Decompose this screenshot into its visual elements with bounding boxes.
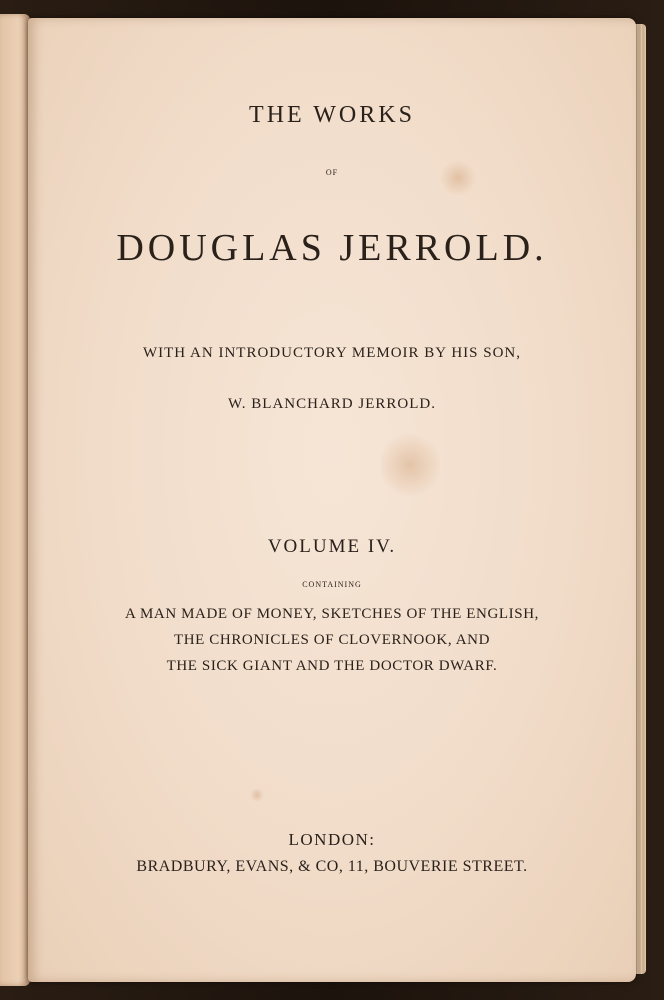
of-connector: OF — [325, 168, 339, 177]
memoir-line: WITH AN INTRODUCTORY MEMOIR BY HIS SON, — [142, 345, 522, 361]
containing-label: CONTAINING — [302, 580, 362, 589]
contents-line: THE SICK GIANT AND THE DOCTOR DWARF. — [166, 658, 498, 674]
title-page — [28, 18, 636, 982]
author-name: DOUGLAS JERROLD. — [116, 227, 548, 269]
publication-place: LONDON: — [288, 830, 376, 849]
memoir-author: W. BLANCHARD JERROLD. — [228, 396, 436, 412]
works-heading: THE WORKS — [249, 102, 415, 128]
volume-number: VOLUME IV. — [267, 536, 397, 557]
foxing-stain — [380, 430, 440, 500]
contents-line: A MAN MADE OF MONEY, SKETCHES OF THE ENGLISH, — [125, 606, 539, 622]
left-page-edge — [0, 14, 30, 986]
publisher-imprint: BRADBURY, EVANS, & CO, 11, BOUVERIE STREET. — [136, 858, 528, 875]
foxing-stain — [250, 788, 264, 802]
foxing-stain — [440, 160, 476, 196]
contents-line: THE CHRONICLES OF CLOVERNOOK, AND — [173, 632, 491, 648]
